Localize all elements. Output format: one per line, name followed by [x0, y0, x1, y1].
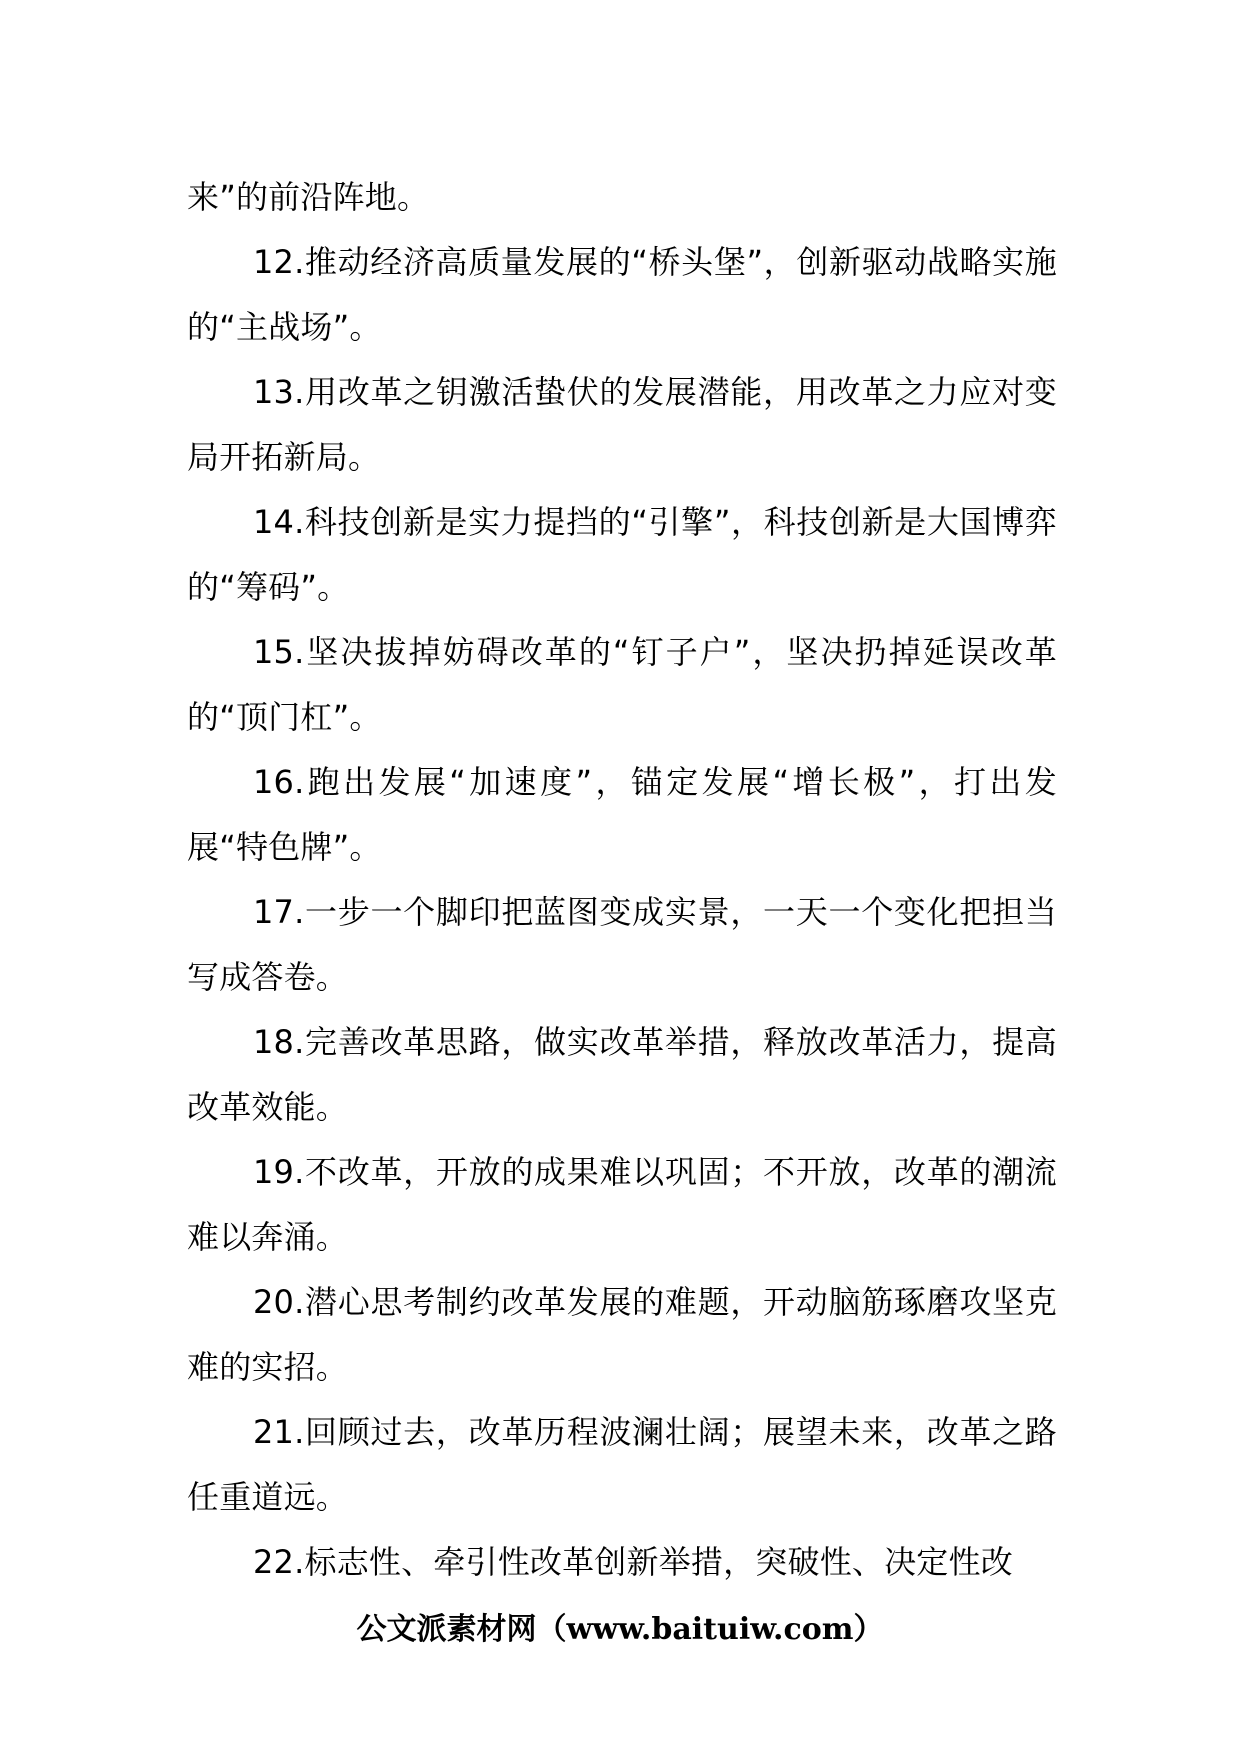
list-item-21: 21.回顾过去，改革历程波澜壮阔；展望未来，改革之路任重道远。: [187, 1413, 1057, 1516]
list-item-22: 22.标志性、牵引性改革创新举措，突破性、决定性改: [253, 1543, 1013, 1581]
document-body: [187, 165, 1057, 1595]
list-item-13: 13.用改革之钥激活蛰伏的发展潜能，用改革之力应对变局开拓新局。: [187, 373, 1057, 476]
page-footer: 公文派素材网（www.baituiw.com）: [356, 1612, 884, 1647]
list-item-16: 16.跑出发展“加速度”，锚定发展“增长极”，打出发展“特色牌”。: [187, 763, 1057, 866]
list-item-19: 19.不改革，开放的成果难以巩固；不开放，改革的潮流难以奔涌。: [187, 1153, 1057, 1256]
continuation-paragraph: 来”的前沿阵地。: [187, 178, 430, 216]
list-item-18: 18.完善改革思路，做实改革举措，释放改革活力，提高改革效能。: [187, 1023, 1057, 1126]
list-item-12: 12.推动经济高质量发展的“桥头堡”，创新驱动战略实施的“主战场”。: [187, 243, 1057, 346]
list-item-17: 17.一步一个脚印把蓝图变成实景，一天一个变化把担当写成答卷。: [187, 893, 1057, 996]
list-item-15: 15.坚决拔掉妨碍改革的“钉子户”，坚决扔掉延误改革的“顶门杠”。: [187, 633, 1057, 736]
list-item-20: 20.潜心思考制约改革发展的难题，开动脑筋琢磨攻坚克难的实招。: [187, 1283, 1057, 1386]
list-item-14: 14.科技创新是实力提挡的“引擎”，科技创新是大国博弈的“筹码”。: [187, 503, 1057, 606]
